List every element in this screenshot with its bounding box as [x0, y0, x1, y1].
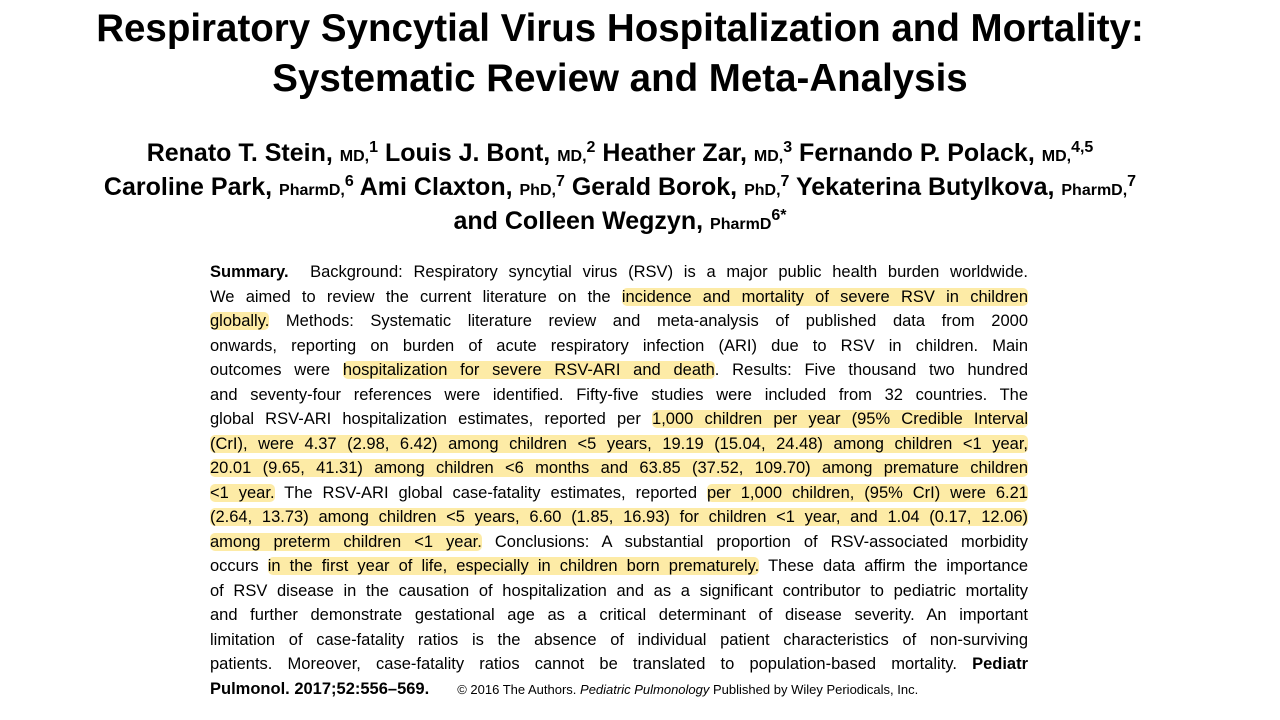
highlighted-text: among preterm children <1 year. — [210, 532, 482, 551]
author-degree: PharmD, — [279, 182, 345, 199]
author-degree: PhD, — [744, 182, 781, 199]
author-affiliation: 2 — [586, 139, 596, 156]
author-line — [0, 138, 1240, 172]
abstract-line — [210, 407, 1028, 432]
copyright-prefix: © 2016 The Authors. — [457, 681, 577, 697]
highlighted-text: (2.64, 13.73) among children <5 years, 6.60 (1.85, 16.93) for children <1 year, and 1.04 (0.17, 12.06) — [210, 508, 1028, 526]
abstract-text: patients. Moreover, case-fatality ratios cannot be translated to population-based mortality. — [210, 655, 973, 673]
abstract-line — [210, 309, 1028, 334]
author-degree: MD, — [557, 148, 587, 165]
author-name: Heather Zar, — [602, 139, 747, 167]
abstract-line — [210, 383, 1028, 408]
abstract-line — [210, 260, 1028, 285]
abstract — [210, 260, 1028, 701]
author-affiliation: 7 — [1127, 173, 1137, 190]
abstract-line — [210, 456, 1028, 481]
author-degree: MD, — [753, 148, 784, 165]
journal-citation: Pediatr — [972, 655, 1028, 673]
author — [104, 173, 354, 201]
author — [595, 139, 792, 167]
highlighted-text: 1,000 children per year (95% Credible Interval — [652, 410, 1028, 428]
title-line-1: Respiratory Syncytial Virus Hospitalization and Mortality: — [96, 7, 1144, 50]
author-degree: MD, — [339, 148, 370, 165]
author-affiliation: 7 — [555, 173, 565, 190]
copyright — [457, 682, 918, 697]
author-degree: PharmD — [710, 216, 772, 233]
author-line — [0, 172, 1240, 206]
copyright-suffix: Published by Wiley Periodicals, Inc. — [713, 681, 919, 697]
author-affiliation: 4,5 — [1071, 139, 1094, 156]
abstract-line — [210, 334, 1028, 359]
title-line-2: Systematic Review and Meta-Analysis — [272, 57, 968, 100]
journal-name: Pediatric Pulmonology — [580, 681, 710, 697]
author-affiliation: 6* — [771, 207, 787, 224]
abstract-line — [210, 652, 1028, 677]
author-name: Renato T. Stein, — [146, 139, 333, 167]
abstract-text: The RSV-ARI global case-fatality estimates, reported — [274, 483, 707, 502]
author-name: Louis J. Bont, — [384, 139, 551, 167]
abstract-line — [210, 358, 1028, 383]
abstract-text: occurs — [210, 557, 268, 575]
author-name: Fernando P. Polack, — [799, 139, 1035, 167]
highlighted-text: hospitalization for severe RSV-ARI and death — [342, 361, 715, 379]
paper-title — [0, 4, 1240, 104]
abstract-text: onwards, reporting on burden of acute respiratory infection (ARI) due to RSV in children. Main — [210, 336, 1028, 355]
abstract-text: global RSV-ARI hospitalization estimates, reported per — [210, 410, 653, 428]
abstract-line — [210, 530, 1028, 555]
abstract-line — [210, 579, 1028, 604]
author-name: Gerald Borok, — [571, 173, 738, 201]
abstract-text: These data affirm the importance — [759, 557, 1029, 575]
author-affiliation: 6 — [344, 173, 354, 190]
author-affiliation: 7 — [780, 173, 790, 190]
abstract-line — [210, 628, 1028, 653]
highlighted-text: 20.01 (9.65, 41.31) among children <6 months and 63.85 (37.52, 109.70) among premature children — [210, 459, 1028, 477]
abstract-text: and seventy-four references were identified. Fifty-five studies were included from 32 countries. The — [210, 385, 1028, 404]
abstract-text: of RSV disease in the causation of hospitalization and as a significant contributor to pediatric mortality — [210, 581, 1028, 600]
abstract-line — [210, 603, 1028, 628]
abstract-last-line — [210, 677, 1028, 702]
author-degree: PhD, — [519, 182, 556, 199]
journal-citation: Pulmonol. 2017;52:556–569. — [210, 679, 430, 698]
abstract-line — [210, 554, 1028, 579]
highlighted-text: per 1,000 children, (95% CrI) were 6.21 — [706, 483, 1028, 502]
author — [453, 207, 786, 235]
abstract-text: Methods: Systematic literature review and meta-analysis of published data from 2000 — [269, 312, 1028, 330]
highlighted-text: <1 year. — [210, 483, 275, 502]
author — [789, 173, 1136, 201]
abstract-text: We aimed to review the current literature on the — [210, 287, 622, 306]
author-name: and Colleen Wegzyn, — [453, 207, 704, 235]
author — [147, 139, 378, 167]
author — [792, 139, 1093, 167]
author-line — [0, 206, 1240, 240]
abstract-label: Summary. — [210, 263, 289, 281]
abstract-text: Background: Respiratory syncytial virus (RSV) is a major public health burden worldwide. — [310, 263, 1029, 281]
abstract-line — [210, 505, 1028, 530]
author — [378, 139, 595, 167]
author — [354, 173, 565, 201]
abstract-text: outcomes were — [210, 361, 343, 379]
abstract-text: . Results: Five thousand two hundred — [714, 361, 1029, 379]
abstract-text: Conclusions: A substantial proportion of RSV-associated morbidity — [481, 532, 1028, 551]
author-list — [0, 138, 1240, 240]
highlighted-text: incidence and mortality of severe RSV in children — [621, 287, 1028, 306]
author-degree: PharmD, — [1061, 182, 1128, 199]
author-affiliation: 3 — [783, 139, 793, 156]
author-name: Ami Claxton, — [359, 173, 513, 201]
highlighted-text: (CrI), were 4.37 (2.98, 6.42) among children <5 years, 19.19 (15.04, 24.48) among children <1 year, — [210, 434, 1028, 453]
abstract-text: and further demonstrate gestational age as a critical determinant of disease severity. An important — [210, 606, 1028, 624]
abstract-line — [210, 432, 1028, 457]
author-affiliation: 1 — [369, 139, 379, 156]
author — [565, 173, 790, 201]
author-name: Caroline Park, — [103, 173, 273, 201]
author-degree: MD, — [1041, 148, 1072, 165]
author-name: Yekaterina Butylkova, — [795, 173, 1055, 201]
highlighted-text: globally. — [210, 312, 270, 330]
highlighted-text: in the first year of life, especially in children born prematurely. — [267, 557, 760, 575]
abstract-line — [210, 481, 1028, 506]
abstract-line — [210, 285, 1028, 310]
abstract-text: limitation of case-fatality ratios is the absence of individual patient characteristics of non-surviving — [210, 630, 1028, 649]
